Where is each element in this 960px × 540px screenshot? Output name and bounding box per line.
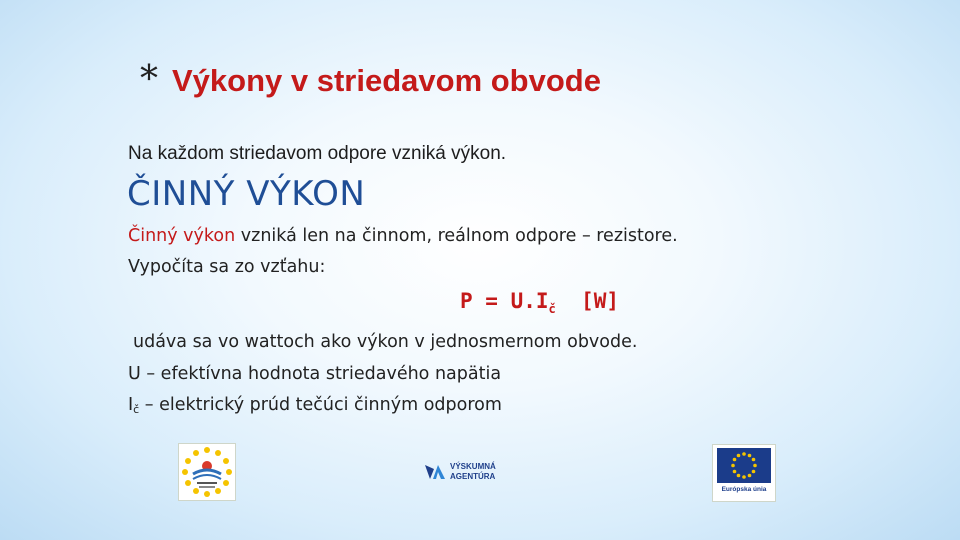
definition-term: Činný výkon [128,226,236,246]
program-logo [178,443,236,501]
i-sub: č [133,403,140,416]
bullet-asterisk: * [140,59,158,100]
agency-logo [424,462,496,482]
agency-name-line1: VÝSKUMNÁ [450,462,496,471]
i-line-rest: – elektrický prúd tečúci činným odporom [139,395,502,415]
va-mark-icon [424,463,446,481]
i-definition-line [128,395,502,416]
agency-name [450,462,496,482]
calc-line: Vypočíta sa zo vzťahu: [128,257,326,277]
definition-line [128,226,678,246]
slide-title: Výkony v striedavom obvode [172,63,601,98]
formula-main: P = U.I [460,289,549,313]
section-heading: ČINNÝ VÝKON [127,174,366,214]
formula-unit: [W] [581,289,619,313]
eu-flag-icon [713,445,775,485]
power-formula [460,289,619,316]
eu-caption: Európska únia [721,486,767,493]
definition-rest: vzniká len na činnom, reálnom odpore – rezistore. [235,226,678,246]
intro-text: Na každom striedavom odpore vzniká výkon. [128,143,507,164]
i-symbol: I [128,395,134,415]
eu-logo [712,444,776,502]
star-ring [182,447,232,497]
program-logo-graphic [179,444,235,500]
title-row [140,59,601,100]
agency-name-line2: AGENTÚRA [450,472,496,481]
formula-sub: č [548,302,556,317]
u-definition-line: U – efektívna hodnota striedavého napätia [128,364,502,384]
explain-line: udáva sa vo wattoch ako výkon v jednosmernom obvode. [133,332,638,352]
